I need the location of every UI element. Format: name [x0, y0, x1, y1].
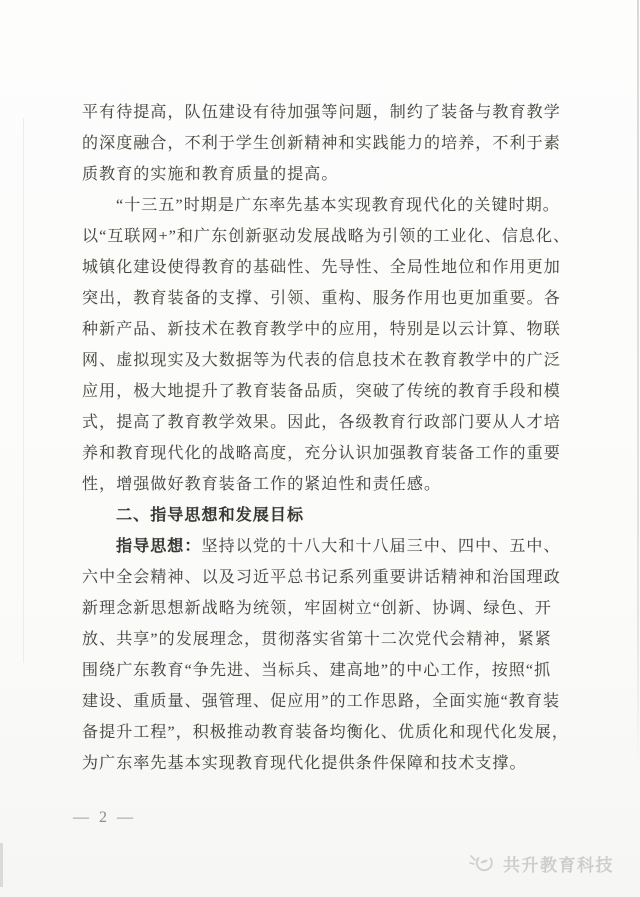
heading-line: 二、指导思想和发展目标: [116, 507, 305, 524]
document-line: 养和教育现代化的战略高度，充分认识加强教育装备工作的重要: [82, 445, 561, 462]
document-line: “十三五”时期是广东率先基本实现教育现代化的关键时期。: [116, 197, 560, 214]
paragraph: [82, 97, 564, 190]
document-line: 以“互联网+”和广东创新驱动发展战略为引领的工业化、信息化、: [82, 228, 571, 245]
scan-artifact-right-line: [637, 0, 639, 770]
document-line: 新理念新思想新战略为统领，牢固树立“创新、协调、绿色、开: [82, 600, 552, 617]
document-line: 网、虚拟现实及大数据等为代表的信息技术在教育教学中的广泛: [82, 352, 561, 369]
scan-artifact-left-line: [23, 118, 24, 663]
document-line: 城镇化建设使得教育的基础性、先导性、全局性地位和作用更加: [82, 259, 561, 276]
document-line: [82, 531, 564, 562]
paragraph: [82, 190, 571, 500]
document-line: 质教育的实施和教育质量的提高。: [82, 166, 339, 183]
document-line: 式，提高了教育教学效果。因此，各级教育行政部门要从人才培: [82, 414, 561, 431]
section-heading: [82, 500, 564, 531]
document-line: 平有待提高，队伍建设有待加强等问题，制约了装备与教育教学: [82, 104, 561, 121]
watermark: [468, 850, 614, 876]
document-line: 应用，极大地提升了教育装备品质，突破了传统的教育手段和模: [82, 383, 561, 400]
watermark-text: 共升教育科技: [503, 855, 614, 875]
document-line-text: 坚持以党的十八大和十八届三中、四中、五中、: [201, 538, 561, 555]
document-line: 突出，教育装备的支撑、引领、重构、服务作用也更加重要。各: [82, 290, 561, 307]
paragraph-lead-label: 指导思想：: [116, 538, 202, 555]
document-line: 为广东率先基本实现教育现代化提供条件保障和技术支撑。: [82, 755, 527, 772]
document-line: 建设、重质量、强管理、促应用”的工作思路，全面实施“教育装: [82, 693, 561, 710]
document-line: 围绕广东教育“争先进、当标兵、建高地”的中心工作，按照“抓: [82, 662, 552, 679]
paragraph: [82, 531, 570, 779]
document-line: 六中全会精神、以及习近平总书记系列重要讲话精神和治国理政: [82, 569, 561, 586]
document-line: 放、共享”的发展理念，贯彻落实省第十二次党代会精神，紧紧: [82, 631, 552, 648]
document-line: 性，增强做好教育装备工作的紧迫性和责任感。: [82, 476, 442, 493]
document-body: [82, 97, 571, 779]
page-number: — 2 —: [73, 809, 136, 826]
watermark-logo-icon: [468, 850, 498, 876]
document-line: 的深度融合，不利于学生创新精神和实践能力的培养，不利于素: [82, 135, 561, 152]
document-line: 种新产品、新技术在教育教学中的应用，特别是以云计算、物联: [82, 321, 561, 338]
scan-artifact-corner-mark: [0, 843, 3, 887]
document-line: 备提升工程”，积极推动教育装备均衡化、优质化和现代化发展，: [82, 724, 570, 741]
